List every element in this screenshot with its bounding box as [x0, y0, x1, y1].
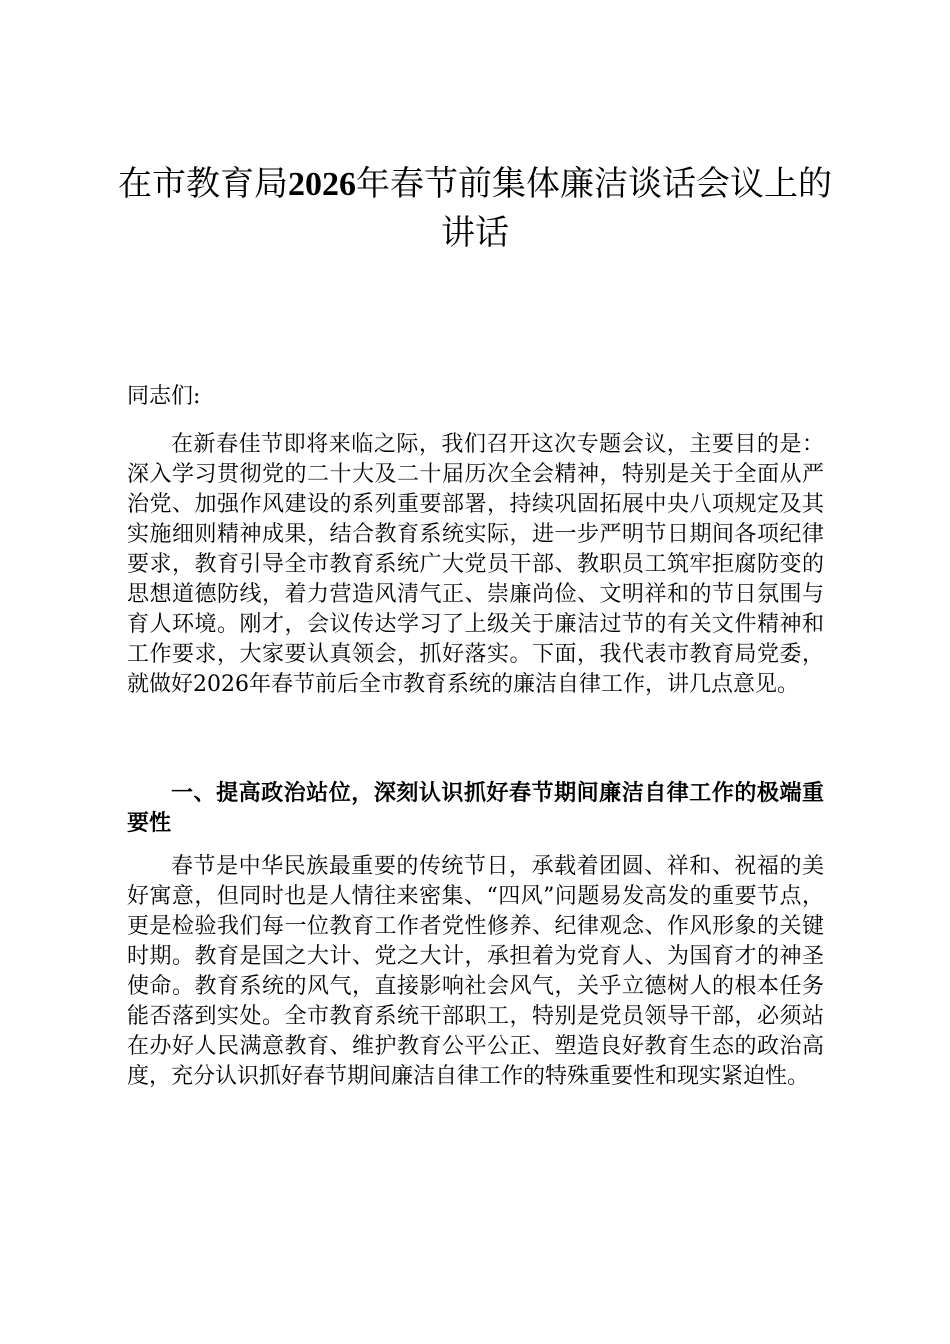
- paragraph-intro: 在新春佳节即将来临之际，我们召开这次专题会议，主要目的是：深入学习贯彻党的二十大及二十届历次全会精神，特别是关于全面从严治党、加强作风建设的系列重要部署，持续巩固拓展中央八项规定及其实施细则精神成果，结合教育系统实际，进一步严明节日期间各项纪律要求，教育引导全市教育系统广大党员干部、教职员工筑牢拒腐防变的思想道德防线，着力营造风清气正、崇廉尚俭、文明祥和的节日氛围与育人环境。刚才，会议传达学习了上级关于廉洁过节的有关文件精神和工作要求，大家要认真领会，抓好落实。下面，我代表市教育局党委，就做好2026年春节前后全市教育系统的廉洁自律工作，讲几点意见。: [127, 432, 824, 697]
- section-heading-1: 一、提高政治站位，深刻认识抓好春节期间廉洁自律工作的极端重要性: [127, 780, 824, 836]
- title-prefix: 在市教育局: [118, 164, 288, 204]
- document-title: [110, 160, 840, 257]
- salutation: 同志们:: [127, 384, 201, 409]
- title-suffix: 年春节前集体廉洁谈话会议上的讲话: [356, 164, 832, 253]
- paragraph-section-1: 春节是中华民族最重要的传统节日，承载着团圆、祥和、祝福的美好寓意，但同时也是人情往来密集、“四风”问题易发高发的重要节点，更是检验我们每一位教育工作者党性修养、纪律观念、作风形象的关键时期。教育是国之大计、党之大计，承担着为党育人、为国育才的神圣使命。教育系统的风气，直接影响社会风气，关乎立德树人的根本任务能否落到实处。全市教育系统干部职工，特别是党员领导干部，必须站在办好人民满意教育、维护教育公平公正、塑造良好教育生态的政治高度，充分认识抓好春节期间廉洁自律工作的特殊重要性和现实紧迫性。: [127, 854, 824, 1089]
- title-year: 2026: [288, 166, 356, 203]
